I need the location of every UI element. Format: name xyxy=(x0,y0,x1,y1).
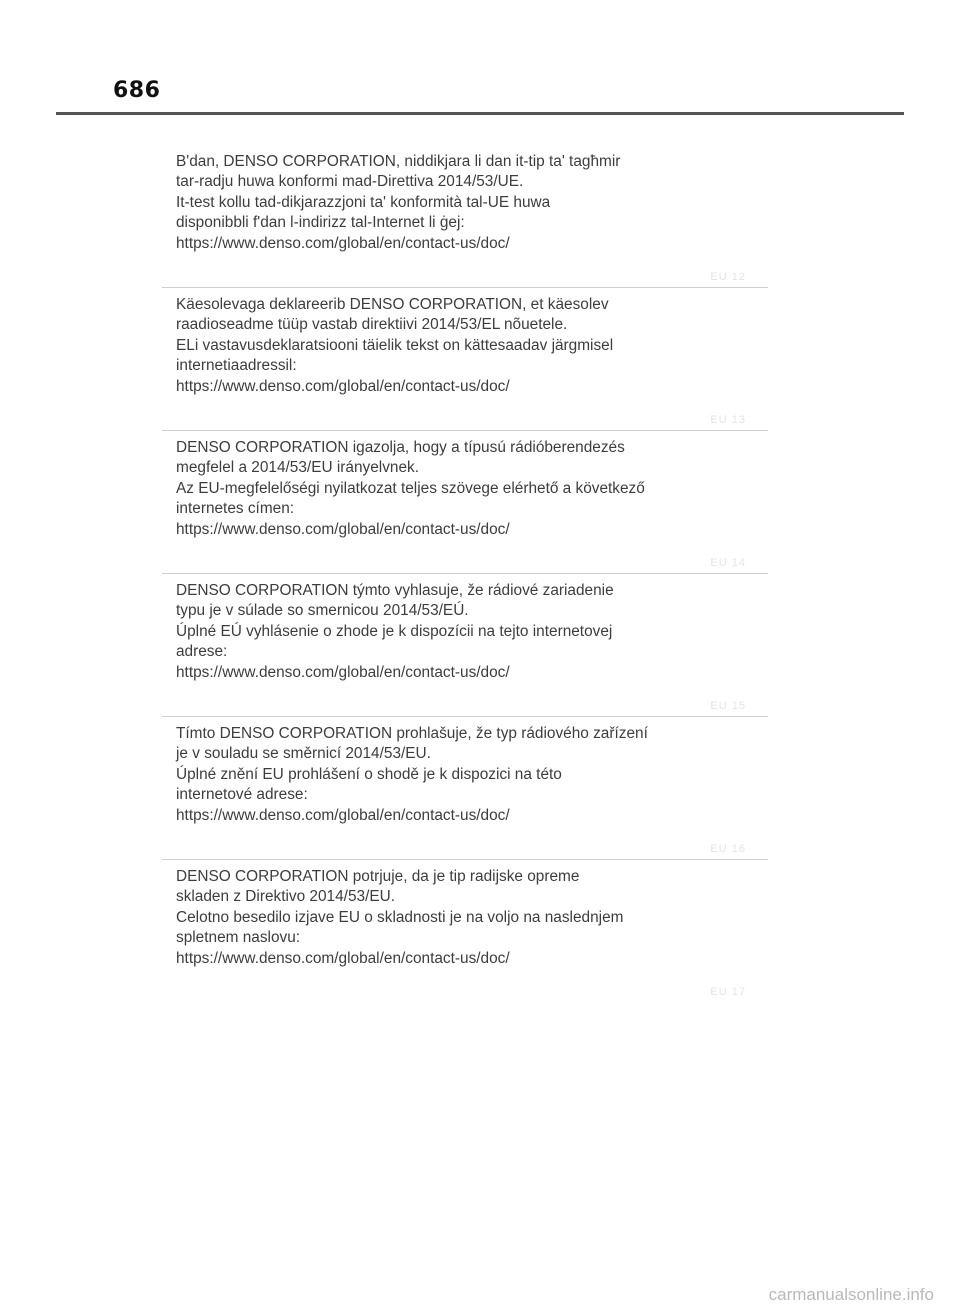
declaration-text: Käesolevaga deklareerib DENSO CORPORATION, et käesolev raadioseadme tüüp vastab direktiivi 2014/53/EL nõuetele. ELi vastavusdeklaratsiooni täielik tekst on kättesaadav järgmisel internetiaadressil: https://www.denso.com/global/en/contact-us/doc/ xyxy=(176,296,614,395)
declaration-section-mt xyxy=(162,145,768,288)
footer-watermark: carmanualsonline.info xyxy=(768,1285,934,1304)
declaration-section-hu xyxy=(162,431,768,574)
section-code: EU 17 xyxy=(710,986,746,998)
section-code: EU 13 xyxy=(710,414,746,426)
declaration-section-cs xyxy=(162,717,768,860)
declaration-text: DENSO CORPORATION igazolja, hogy a típusú rádióberendezés megfelel a 2014/53/EU irányelvnek. Az EU-megfelelőségi nyilatkozat teljes szövege elérhető a következő internetes címen: https://www.denso.com/global/en/contact-us/doc/ xyxy=(176,439,645,538)
section-code: EU 14 xyxy=(710,557,746,569)
declaration-list xyxy=(162,145,768,1002)
declaration-text: DENSO CORPORATION týmto vyhlasuje, že rádiové zariadenie typu je v súlade so smernicou 2014/53/EÚ. Úplné EÚ vyhlásenie o zhode je k dispozícii na tejto internetovej adrese: https://www.denso.com/global/en/contact-us/doc/ xyxy=(176,582,614,681)
section-code: EU 12 xyxy=(710,271,746,283)
declaration-section-et xyxy=(162,288,768,431)
declaration-section-sk xyxy=(162,574,768,717)
declaration-text: DENSO CORPORATION potrjuje, da je tip radijske opreme skladen z Direktivo 2014/53/EU. Celotno besedilo izjave EU o skladnosti je na voljo na naslednjem spletnem naslovu: https://www.denso.com/global/en/contact-us/doc/ xyxy=(176,868,624,967)
declaration-text: Tímto DENSO CORPORATION prohlašuje, že typ rádiového zařízení je v souladu se směrnicí 2014/53/EU. Úplné znění EU prohlášení o shodě je k dispozici na této internetové adrese: https://www.denso.com/global/en/contact-us/doc/ xyxy=(176,725,648,824)
section-code: EU 16 xyxy=(710,843,746,855)
page-number: 686 xyxy=(113,78,161,103)
declaration-section-sl xyxy=(162,860,768,1002)
declaration-text: B'dan, DENSO CORPORATION, niddikjara li dan it-tip ta' tagħmir tar-radju huwa konformi mad-Direttiva 2014/53/UE. It-test kollu tad-dikjarazzjoni ta' konformità tal-UE huwa disponibbli f'dan l-indirizz tal-Internet li ġej: https://www.denso.com/global/en/contact-us/doc/ xyxy=(176,153,621,252)
header-rule xyxy=(56,112,904,115)
section-code: EU 15 xyxy=(710,700,746,712)
